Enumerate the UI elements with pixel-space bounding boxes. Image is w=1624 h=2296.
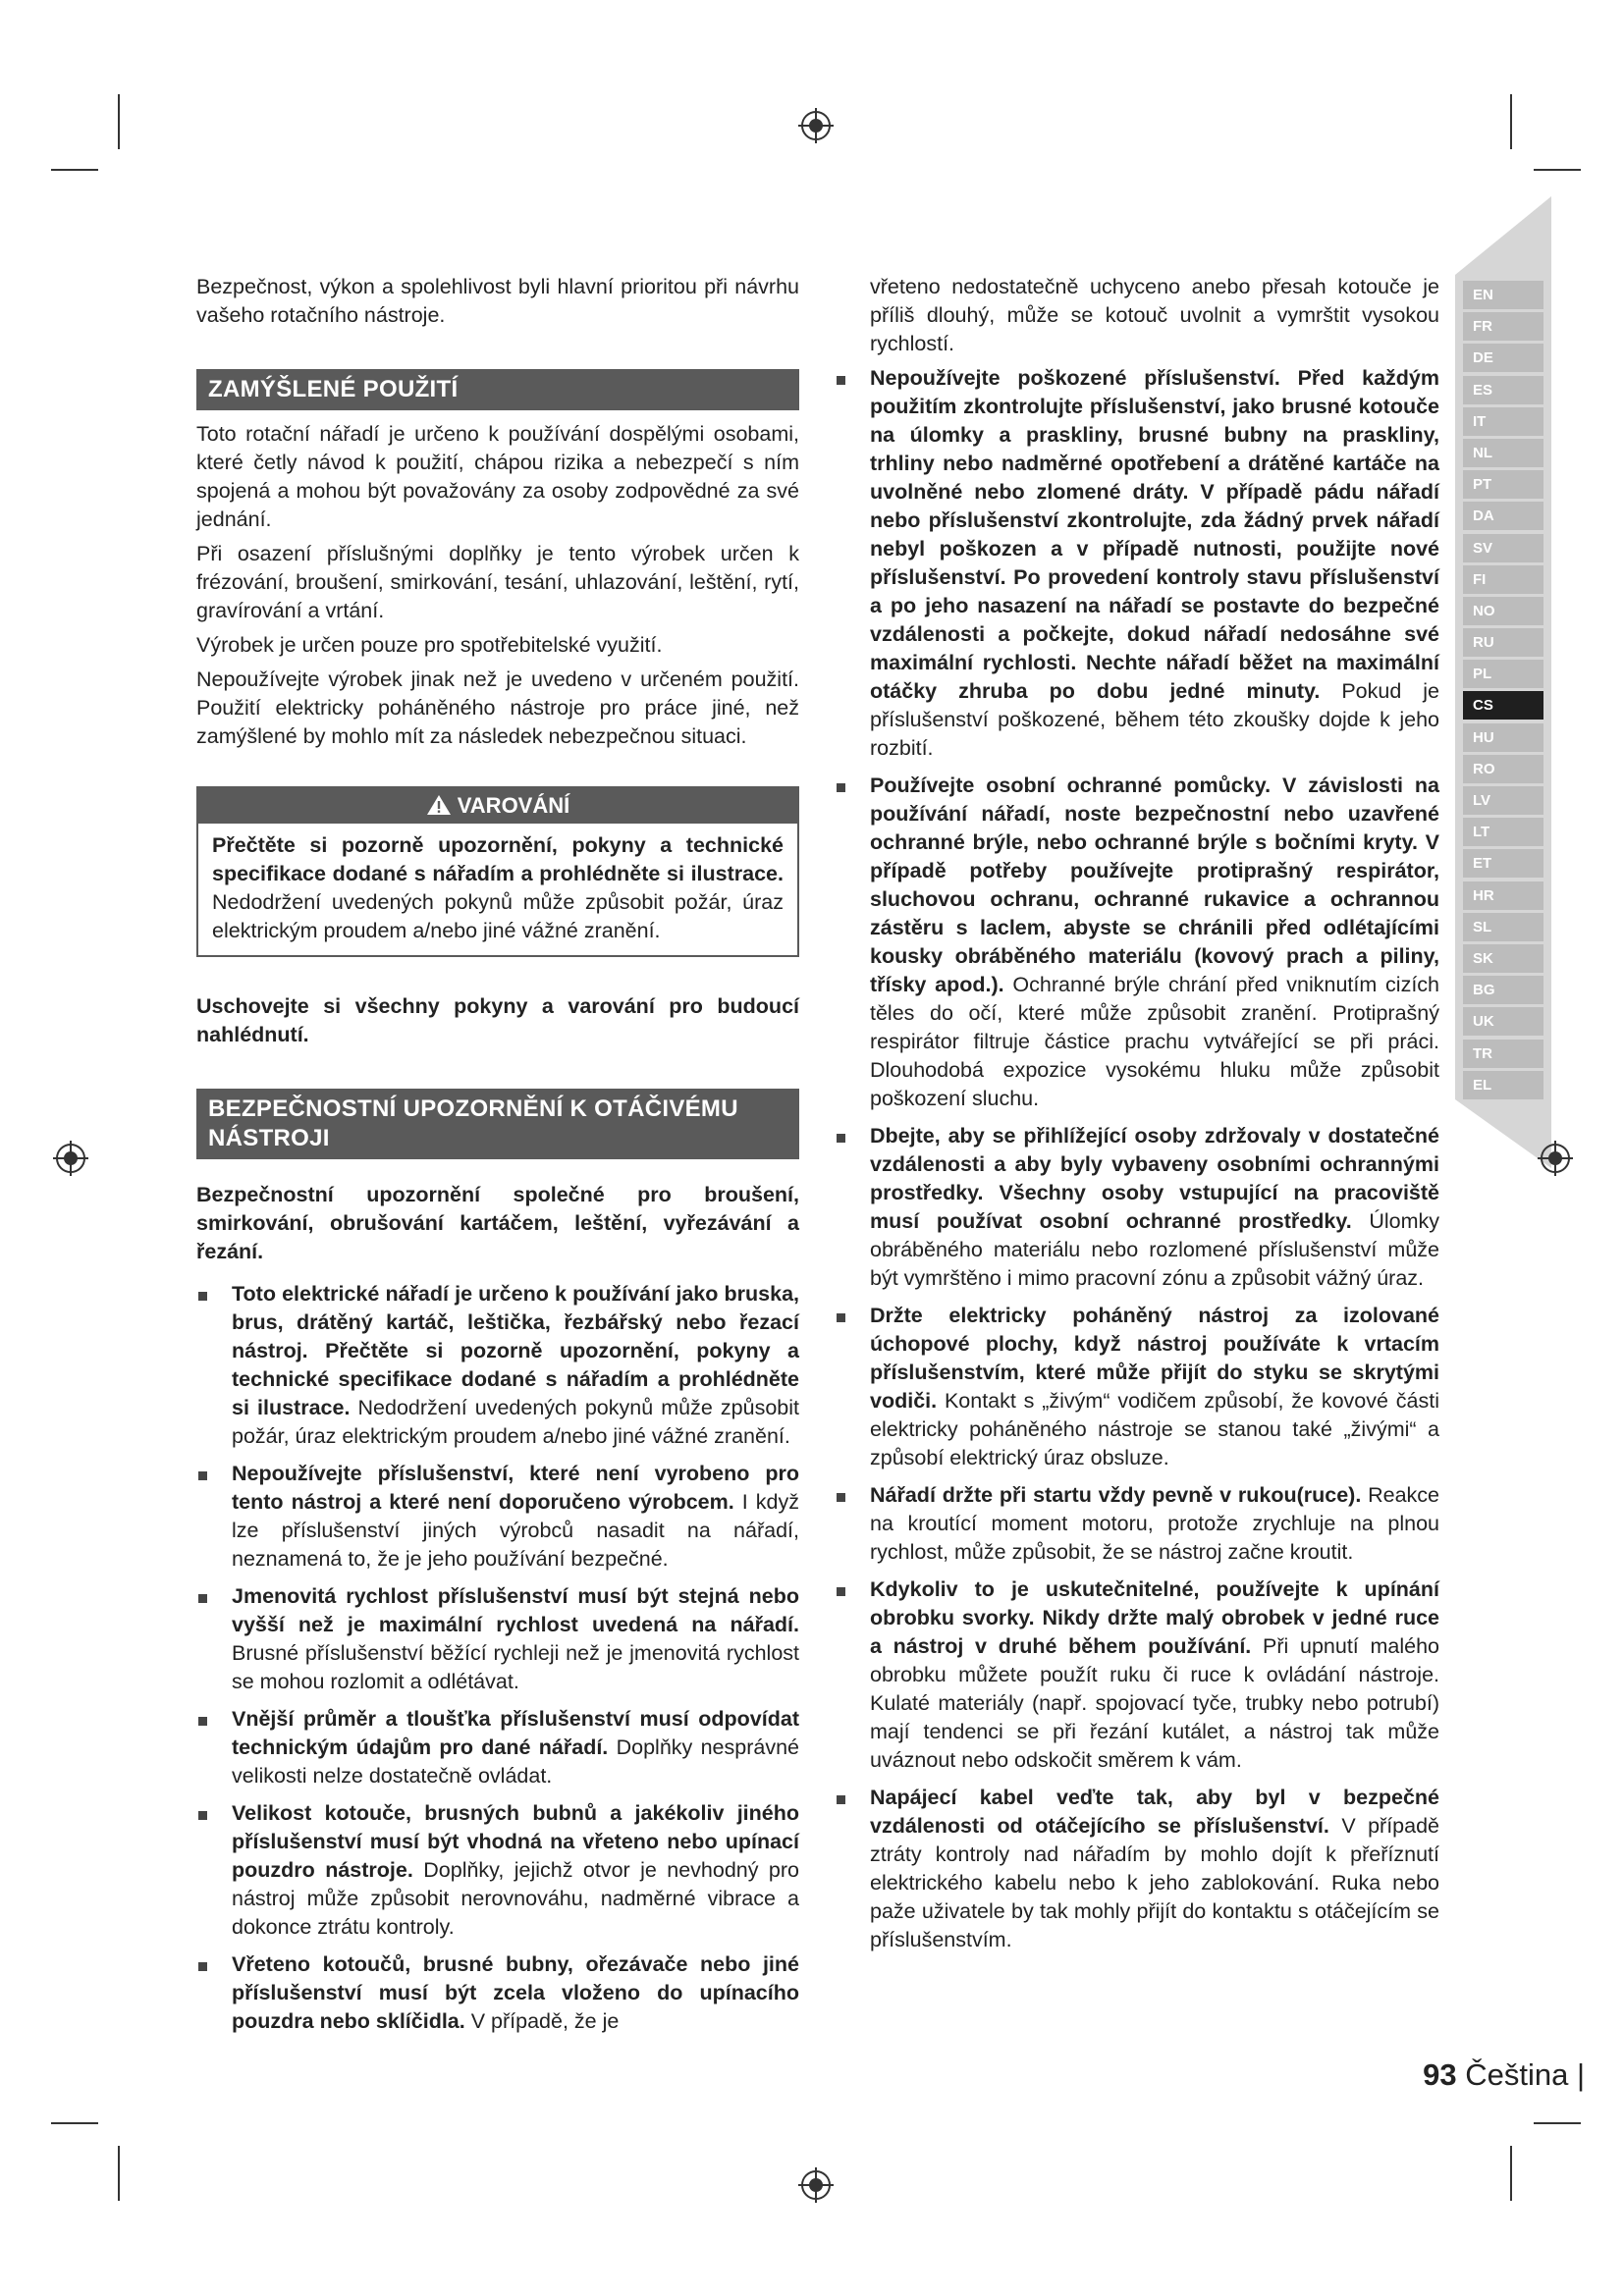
crop-mark-bottom-right-vertical — [1510, 2146, 1512, 2201]
intended-use-paragraph: Toto rotační nářadí je určeno k používání dospělými osobami, které četly návod k použití, chápou rizika a nebezpečí s ním spojená a mohou být považovány za osoby zodpovědné za své jednání. — [196, 422, 799, 531]
language-tab-nl[interactable]: NL — [1463, 439, 1543, 467]
safety-bullet-item-text: Brusné příslušenství běžící rychleji než je jmenovitá rychlost se mohou rozlomit a odlétávat. — [232, 1641, 799, 1693]
language-tab-bg[interactable]: BG — [1463, 976, 1543, 1004]
registration-mark-icon — [796, 2165, 836, 2205]
language-tab-de[interactable]: DE — [1463, 344, 1543, 372]
safety-bullet-item-text: Pokud je příslušenství poškozené, během této zkoušky dojde k jeho rozbití. — [870, 679, 1440, 760]
warning-title-text: VAROVÁNÍ — [457, 793, 570, 818]
language-tab-da[interactable]: DA — [1463, 502, 1543, 530]
language-tab-el[interactable]: EL — [1463, 1071, 1543, 1099]
safety-bullet-item-text: I když lze příslušenství jiných výrobců nasadit na nářadí, neznamená to, že je jeho používání bezpečné. — [232, 1490, 799, 1571]
safety-bullet-item-text: Doplňky nesprávné velikosti nelze dostatečně ovládat. — [232, 1735, 799, 1788]
crop-mark-top-left-vertical — [118, 94, 120, 149]
safety-bullet-item-bold: Vřeteno kotoučů, brusné bubny, ořezávače nebo jiné příslušenství musí být zcela vloženo do upínacího pouzdra nebo sklíčidla. — [232, 1952, 799, 2033]
safety-subheading-text: Bezpečnostní upozornění společné pro broušení, smirkování, obrušování kartáčem, leštění, vyřezávání a řezání. — [196, 1183, 799, 1263]
safety-bullet-item-bold: Napájecí kabel veďte tak, aby byl v bezpečné vzdálenosti od otáčejícího se příslušenství. — [870, 1786, 1439, 1838]
registration-mark-icon — [51, 1139, 90, 1178]
language-tab-en[interactable]: EN — [1463, 281, 1543, 309]
safety-bullet-item-bold: Nepoužívejte poškozené příslušenství. Před každým použitím zkontrolujte příslušenství, jako brusné kotouče na úlomky a praskliny, brusné bubny na praskliny, trhliny nebo nadměrné opotřebení a drátěné kartáče na uvolněné nebo zlomené dráty. V případě pádu nářadí nebo příslušenství zkontrolujte, zda žádný prvek nářadí nebyl poškozen a v případě nutnosti, použijte nové příslušenství. Po provedení kontroly stavu příslušenství a po jeho nasazení na nářadí se postavte do bezpečné vzdálenosti a počkejte, dokud nářadí nedosáhne své maximální rychlosti. Nechte nářadí běžet na maximální otáčky zhruba po dobu jedné minuty. — [870, 366, 1439, 703]
language-tab-pl[interactable]: PL — [1463, 660, 1543, 688]
right-bullet-list — [835, 364, 1439, 1954]
language-tab-ru[interactable]: RU — [1463, 628, 1543, 657]
continued-text — [835, 273, 1439, 358]
right-column — [835, 273, 1439, 1963]
left-column — [196, 273, 799, 2045]
language-tab-hr[interactable]: HR — [1463, 881, 1543, 910]
language-tab-sk[interactable]: SK — [1463, 944, 1543, 973]
registration-mark-icon — [1536, 1139, 1575, 1178]
safety-bullet-item-bold: Nepoužívejte příslušenství, které není vyrobeno pro tento nástroj a které není doporučeno výrobcem. — [232, 1462, 799, 1514]
footer-language: Čeština — [1465, 2057, 1569, 2092]
language-tab-fi[interactable]: FI — [1463, 565, 1543, 594]
crop-mark-top-right-vertical — [1510, 94, 1512, 149]
safety-bullet-item-bold: Toto elektrické nářadí je určeno k používání jako bruska, brus, drátěný kartáč, leštička, řezbářský nebo řezací nástroj. Přečtěte si pozorně upozornění, pokyny a technické specifikace dodané s nářadím a prohlédněte si ilustrace. — [232, 1282, 799, 1419]
safety-bullet-item — [835, 1575, 1439, 1775]
safety-bullet-item-text: Reakce na kroutící moment motoru, protože zrychluje na plnou rychlost, může způsobit, že se nástroj začne kroutit. — [870, 1483, 1439, 1564]
safety-bullet-item-text: V případě ztráty kontroly nad nářadím by mohlo dojít k přeříznutí elektrického kabelu nebo k jeho zablokování. Ruka nebo paže uživatele by tak mohly přijít do kontaktu s otáčejícím se příslušenstvím. — [870, 1814, 1439, 1951]
language-tab-es[interactable]: ES — [1463, 376, 1543, 404]
safety-bullet-item-bold: Velikost kotouče, brusných bubnů a jakékoliv jiného příslušenství musí být vhodná na vřeteno nebo upínací pouzdro nástroje. — [232, 1801, 799, 1882]
safety-bullet-item — [196, 1799, 799, 1942]
language-tab-hu[interactable]: HU — [1463, 723, 1543, 752]
safety-bullet-item-text: Při upnutí malého obrobku můžete použít ruku či ruce k ovládání nástroje. Kulaté materiály (např. spojovací tyče, trubky nebo potrubí) mají tendenci se při řezání kutálet, a nástroj tak může uváznout nebo odskočit směrem k vám. — [870, 1634, 1440, 1772]
safety-bullet-item-text: Ochranné brýle chrání před vniknutím cizích těles do očí, které může způsobit zranění. Protiprašný respirátor filtruje částice prachu vytvářející se při práci. Dlouhodobá expozice vysokému hluku může způsobit poškození sluchu. — [870, 973, 1439, 1110]
warning-box — [196, 786, 799, 957]
language-tab-fr[interactable]: FR — [1463, 312, 1543, 341]
warning-triangle-icon — [426, 794, 452, 816]
safety-subheading — [196, 1181, 799, 1266]
warning-title — [198, 788, 797, 824]
intended-use-paragraph: Nepoužívejte výrobek jinak než je uvedeno v určeném použití. Použití elektricky poháněného nástroje pro práce jiné, než zamýšlené by mohlo mít za následek nebezpečnou situaci. — [196, 667, 799, 748]
safety-bullet-item-text: Nedodržení uvedených pokynů může způsobit požár, úraz elektrickým proudem a/nebo jiné vážné zranění. — [232, 1396, 799, 1448]
language-tab-sv[interactable]: SV — [1463, 534, 1543, 562]
language-tabs — [1463, 281, 1543, 1102]
safety-bullet-item — [196, 1582, 799, 1696]
safety-bullet-item-text: Kontakt s „živým“ vodičem způsobí, že kovové části elektricky poháněného nástroje se stanou také „živými“ a způsobí elektrický úraz obsluze. — [870, 1389, 1439, 1469]
language-tab-sl[interactable]: SL — [1463, 913, 1543, 941]
safety-bullet-item-bold: Kdykoliv to je uskutečnitelné, používejte k upínání obrobku svorky. Nikdy držte malý obrobek v jedné ruce a nástroj v druhé během používání. — [870, 1577, 1439, 1658]
left-bullet-list — [196, 1280, 799, 2036]
continued-text-span: vřeteno nedostatečně uchyceno anebo přesah kotouče je příliš dlouhý, může se kotouč uvolnit a vymrštit vysokou rychlostí. — [870, 275, 1439, 355]
crop-mark-bottom-left-horizontal — [51, 2122, 98, 2124]
language-tab-pt[interactable]: PT — [1463, 470, 1543, 499]
intended-use-paragraph: Při osazení příslušnými doplňky je tento výrobek určen k frézování, broušení, smirkování, tesání, uhlazování, leštění, rytí, gravírování a vrtání. — [196, 542, 799, 622]
page-number: 93 — [1423, 2057, 1457, 2092]
section-heading-intended-use: ZAMÝŠLENÉ POUŽITÍ — [196, 369, 799, 410]
section-heading-safety: BEZPEČNOSTNÍ UPOZORNĚNÍ K OTÁČIVÉMU NÁSTROJI — [196, 1089, 799, 1159]
language-tab-uk[interactable]: UK — [1463, 1007, 1543, 1036]
safety-bullet-item-bold: Používejte osobní ochranné pomůcky. V závislosti na používání nářadí, noste bezpečnostní nebo uzavřené ochranné brýle, nebo ochranné brýle s bočními kryty. V případě potřeby používejte protiprašný respirátor, sluchovou ochranu, ochranné rukavice a ochrannou zástěru s laclem, abyste se chránili před odlétajícími kousky obráběného materiálu (kovový prach a piliny, třísky apod.). — [870, 774, 1439, 996]
safety-bullet-item — [196, 1460, 799, 1574]
crop-mark-bottom-right-horizontal — [1534, 2122, 1581, 2124]
language-tab-lv[interactable]: LV — [1463, 786, 1543, 815]
safety-bullet-item-bold: Vnější průměr a tloušťka příslušenství musí odpovídat technickým údajům pro dané nářadí. — [232, 1707, 799, 1759]
intro-text: Bezpečnost, výkon a spolehlivost byli hlavní prioritou při návrhu vašeho rotačního nástroje. — [196, 275, 799, 327]
language-tab-et[interactable]: ET — [1463, 849, 1543, 878]
safety-bullet-item — [196, 1950, 799, 2036]
safety-bullet-item — [835, 364, 1439, 763]
safety-bullet-item-text: Úlomky obráběného materiálu nebo rozlomené příslušenství může být vymrštěno i mimo pracovní zónu a způsobit vážný úraz. — [870, 1209, 1439, 1290]
language-tab-tr[interactable]: TR — [1463, 1040, 1543, 1068]
warning-body — [198, 824, 797, 955]
keep-instructions-note — [196, 992, 799, 1049]
safety-bullet-item-text: Doplňky, jejichž otvor je nevhodný pro nástroj může způsobit nerovnováhu, nadměrné vibrace a dokonce ztrátu kontroly. — [232, 1858, 799, 1939]
safety-bullet-item — [196, 1280, 799, 1451]
safety-bullet-item — [835, 772, 1439, 1113]
intended-use-paragraph: Výrobek je určen pouze pro spotřebitelské využití. — [196, 633, 663, 657]
safety-bullet-item-bold: Držte elektricky poháněný nástroj za izolované úchopové plochy, když nástroj používáte k vrtacím příslušenstvím, které může přijít do styku se skrytými vodiči. — [870, 1304, 1439, 1413]
safety-bullet-item — [835, 1302, 1439, 1472]
safety-bullet-item — [835, 1784, 1439, 1954]
crop-mark-top-right-horizontal — [1534, 169, 1581, 171]
crop-mark-bottom-left-vertical — [118, 2146, 120, 2201]
warning-bold-text: Přečtěte si pozorně upozornění, pokyny a technické specifikace dodané s nářadím a prohlédněte si ilustrace. — [212, 833, 784, 885]
safety-bullet-item — [196, 1705, 799, 1790]
registration-mark-icon — [796, 106, 836, 145]
crop-mark-top-left-horizontal — [51, 169, 98, 171]
footer-separator: | — [1576, 2057, 1585, 2092]
language-tab-lt[interactable]: LT — [1463, 818, 1543, 846]
safety-bullet-item-bold: Dbejte, aby se přihlížející osoby zdržovaly v dostatečné vzdálenosti a aby byly vybaveny osobními ochrannými prostředky. Všechny osoby vstupující na pracoviště musí používat osobní ochranné prostředky. — [870, 1124, 1439, 1233]
language-tab-it[interactable]: IT — [1463, 407, 1543, 436]
language-tab-no[interactable]: NO — [1463, 597, 1543, 625]
warning-text: Nedodržení uvedených pokynů může způsobit požár, úraz elektrickým proudem a/nebo jiné vážné zranění. — [212, 890, 784, 942]
page-footer — [1423, 2057, 1585, 2093]
safety-bullet-item-text: V případě, že je — [470, 2009, 620, 2033]
language-tab-ro[interactable]: RO — [1463, 755, 1543, 783]
language-tab-cs[interactable]: CS — [1463, 691, 1543, 720]
keep-note-text: Uschovejte si všechny pokyny a varování pro budoucí nahlédnutí. — [196, 994, 799, 1046]
safety-bullet-item — [835, 1481, 1439, 1567]
safety-bullet-item-bold: Nářadí držte při startu vždy pevně v rukou(ruce). — [870, 1483, 1362, 1507]
safety-bullet-item — [835, 1122, 1439, 1293]
safety-bullet-item-bold: Jmenovitá rychlost příslušenství musí být stejná nebo vyšší než je maximální rychlost uvedená na nářadí. — [232, 1584, 799, 1636]
